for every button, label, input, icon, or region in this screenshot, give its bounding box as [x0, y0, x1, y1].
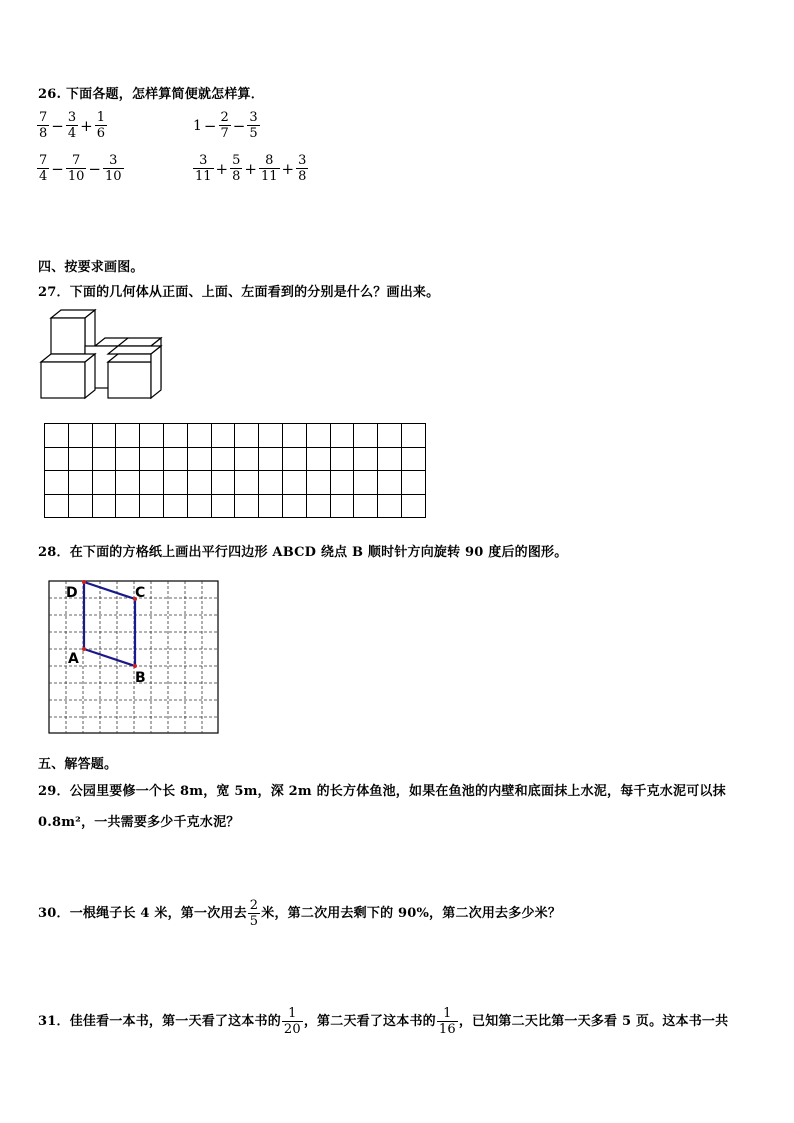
- q27-text: 27．下面的几何体从正面、上面、左面看到的分别是什么？画出来。: [38, 285, 440, 300]
- fraction-numerator: 3: [103, 153, 124, 169]
- operator: −: [88, 159, 101, 178]
- q26-expression-1: [36, 110, 108, 141]
- label-c: C: [135, 585, 146, 601]
- fraction-denominator: 8: [39, 126, 48, 141]
- q30-after: 米，第二次用去剩下的 90%，第二次用去多少米？: [261, 906, 562, 921]
- fraction-numerator: 8: [259, 153, 280, 169]
- q26-number: 26.: [38, 87, 62, 102]
- vertex-d: [82, 580, 86, 584]
- fraction-numerator: 1: [96, 110, 105, 125]
- fraction-numerator: 5: [232, 153, 241, 168]
- q28-text: 28．在下面的方格纸上画出平行四边形 ABCD 绕点 B 顺时针方向旋转 90 度后的图形。: [38, 545, 568, 560]
- q26-expression-3: [36, 153, 125, 184]
- q30-before: 30．一根绳子长 4 米，第一次用去: [38, 906, 247, 921]
- q31-part-2: ，第二天看了这本书的: [303, 1014, 436, 1029]
- section-4-heading: 四、按要求画图。: [38, 260, 144, 275]
- fraction-numerator: 7: [39, 110, 48, 125]
- label-d: D: [66, 585, 78, 601]
- q26-text: 下面各题，怎样算简便就怎样算．: [65, 87, 264, 102]
- operator: −: [203, 116, 217, 135]
- fraction-denominator: 11: [260, 169, 278, 184]
- operator: +: [244, 159, 257, 178]
- q30-text: [38, 898, 561, 929]
- fraction-denominator: 20: [283, 1022, 301, 1037]
- fraction-denominator: 5: [249, 914, 259, 929]
- operator: +: [281, 159, 295, 178]
- fraction-numerator: 7: [39, 153, 48, 168]
- q26-expression-2: [192, 110, 261, 141]
- vertex-a: [82, 647, 86, 651]
- fraction-denominator: 4: [39, 169, 48, 184]
- q27-drawing-grid[interactable]: [44, 423, 426, 518]
- fraction-numerator: 1: [282, 1006, 303, 1022]
- q26-title: [38, 83, 264, 102]
- front-left-cube-front-face: [41, 362, 85, 398]
- fraction-denominator: 11: [195, 169, 212, 184]
- whole-number: 1: [193, 117, 202, 134]
- q26-expression-4: [192, 153, 309, 184]
- q28-grid-paper[interactable]: [48, 580, 220, 735]
- label-a: A: [68, 651, 79, 667]
- fraction-denominator: 16: [438, 1022, 456, 1037]
- fraction-denominator: 6: [96, 126, 105, 141]
- fraction-numerator: 1: [437, 1006, 458, 1022]
- q29-line-2: 0.8m²，一共需要多少千克水泥？: [38, 815, 240, 830]
- cube-solid-figure: [38, 308, 166, 402]
- fraction-denominator: 8: [298, 169, 307, 184]
- fraction-numerator: 2: [249, 898, 259, 913]
- fraction-numerator: 3: [67, 110, 77, 125]
- operator: −: [51, 159, 64, 178]
- fraction-denominator: 4: [67, 126, 77, 141]
- fraction-numerator: 3: [249, 110, 258, 125]
- q31-part-1: 31．佳佳看一本书，第一天看了这本书的: [38, 1014, 281, 1029]
- fraction-denominator: 10: [67, 169, 85, 184]
- fraction-numerator: 3: [193, 153, 214, 169]
- q31-text: [38, 1006, 728, 1037]
- top-cube-front-face: [51, 318, 85, 354]
- operator: −: [232, 116, 246, 135]
- operator: +: [215, 159, 229, 178]
- fraction-numerator: 3: [298, 153, 307, 168]
- fraction-numerator: 2: [220, 110, 229, 125]
- fraction-denominator: 8: [232, 169, 241, 184]
- vertex-b: [133, 664, 137, 668]
- q29-line-1: 29．公园里要修一个长 8m，宽 5m，深 2m 的长方体鱼池，如果在鱼池的内壁和底面抹上水泥，每千克水泥可以抹: [38, 784, 726, 799]
- back-cubes-top-face: [95, 338, 161, 346]
- fraction-denominator: 10: [104, 169, 122, 184]
- fraction-numerator: 7: [66, 153, 87, 169]
- operator: −: [51, 116, 64, 135]
- front-right-cube-front-face: [108, 362, 151, 398]
- operator: +: [80, 116, 93, 135]
- q31-part-3: ，已知第二天比第一天多看 5 页。这本书一共: [458, 1014, 729, 1029]
- label-b: B: [135, 670, 146, 686]
- front-left-cube-side-face: [85, 354, 95, 398]
- section-5-heading: 五、解答题。: [38, 757, 118, 772]
- fraction-denominator: 7: [220, 126, 229, 141]
- fraction-denominator: 5: [249, 126, 258, 141]
- front-right-cube-side-face: [151, 346, 161, 398]
